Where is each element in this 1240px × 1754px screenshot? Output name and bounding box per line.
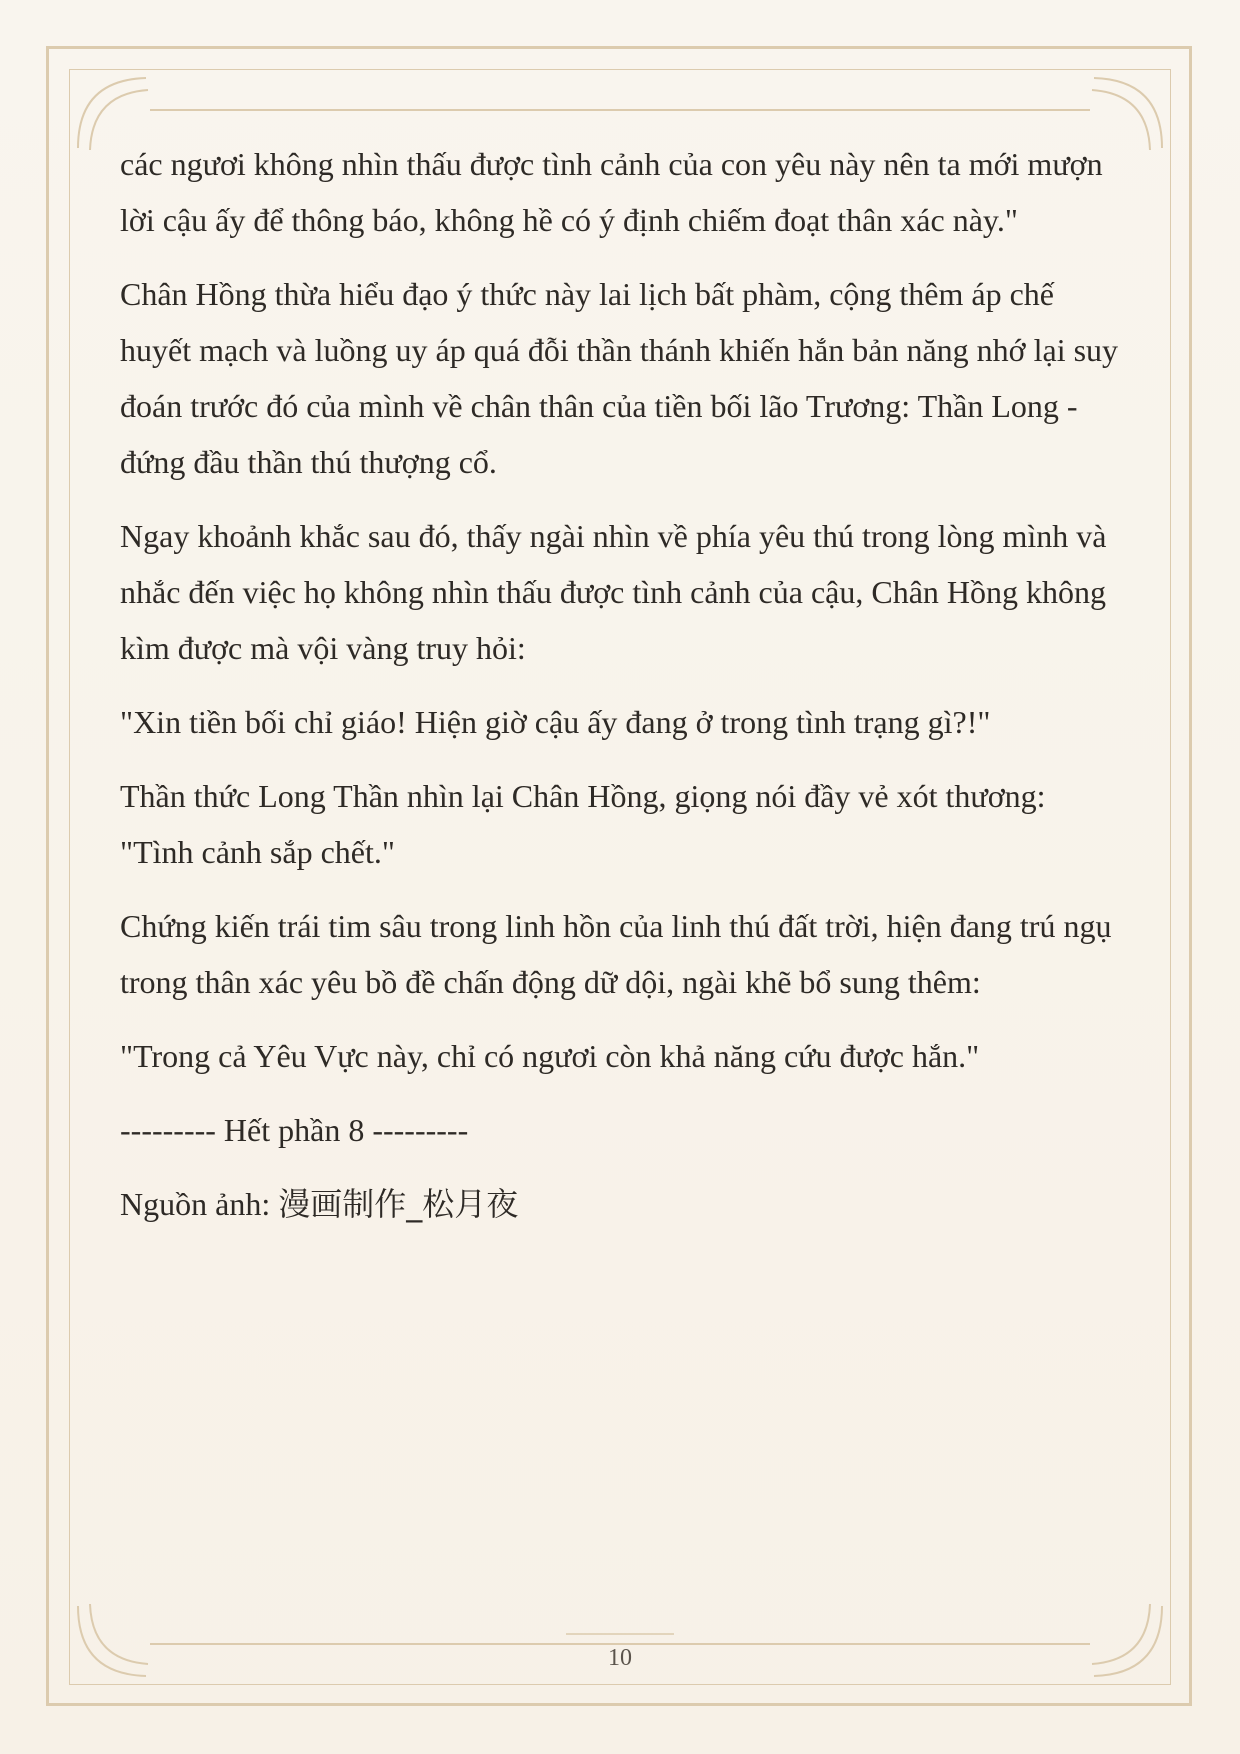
- image-source-line: [120, 1176, 1120, 1232]
- section-end-marker: --------- Hết phần 8 ---------: [120, 1112, 469, 1148]
- page-number: 10: [608, 1645, 632, 1671]
- image-source-name: 漫画制作_松月夜: [278, 1185, 519, 1223]
- paragraph-5: Thần thức Long Thần nhìn lại Chân Hồng, giọng nói đầy vẻ xót thương: "Tình cảnh sắp chết.": [120, 778, 1046, 870]
- paragraph-2: Chân Hồng thừa hiểu đạo ý thức này lai lịch bất phàm, cộng thêm áp chế huyết mạch và luồng uy áp quá đỗi thần thánh khiến hắn bản năng nhớ lại suy đoán trước đó của mình về chân thân của tiền bối lão Trương: Thần Long - đứng đầu thần thú thượng cổ.: [120, 276, 1119, 480]
- paragraph-7: "Trong cả Yêu Vực này, chỉ có ngươi còn khả năng cứu được hắn.": [120, 1038, 980, 1074]
- paragraph-3: Ngay khoảnh khắc sau đó, thấy ngài nhìn về phía yêu thú trong lòng mình và nhắc đến việc họ không nhìn thấu được tình cảnh của cậu, Chân Hồng không kìm được mà vội vàng truy hỏi:: [120, 518, 1107, 666]
- image-source-label: Nguồn ảnh:: [120, 1186, 279, 1222]
- paragraph-6: Chứng kiến trái tim sâu trong linh hồn của linh thú đất trời, hiện đang trú ngụ trong thân xác yêu bồ đề chấn động dữ dội, ngài khẽ bổ sung thêm:: [120, 908, 1112, 1000]
- paragraph-1: các ngươi không nhìn thấu được tình cảnh của con yêu này nên ta mới mượn lời cậu ấy để thông báo, không hề có ý định chiếm đoạt thân xác này.": [120, 146, 1103, 238]
- text-body: [120, 136, 1120, 1250]
- paragraph-4: "Xin tiền bối chỉ giáo! Hiện giờ cậu ấy đang ở trong tình trạng gì?!": [120, 704, 991, 740]
